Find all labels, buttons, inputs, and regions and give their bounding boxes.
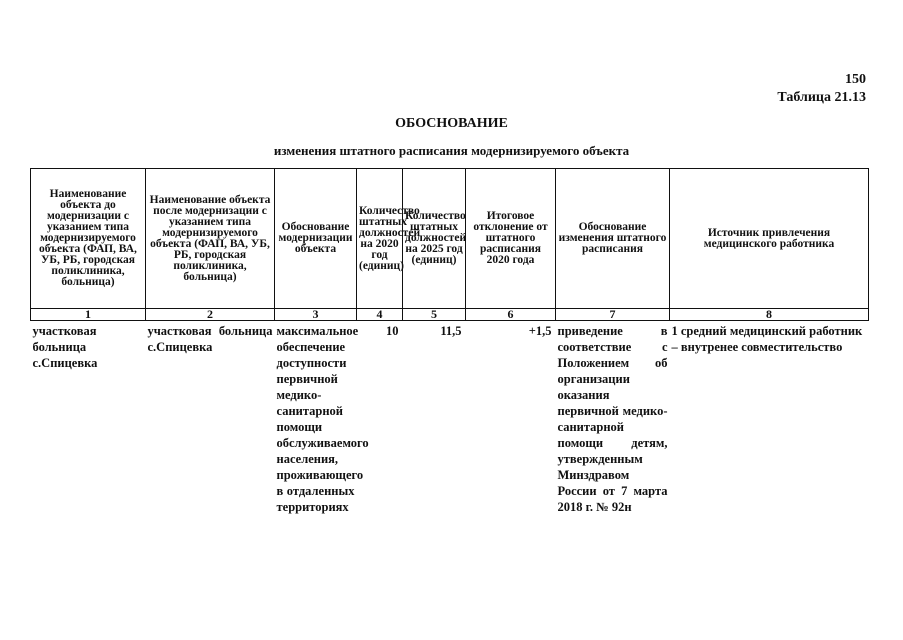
col-header-change-reason: Обоснование изменения штатного расписания bbox=[556, 169, 670, 309]
column-number: 6 bbox=[466, 309, 556, 321]
cell-count-2020: 10 bbox=[386, 324, 399, 338]
column-number-row bbox=[31, 309, 869, 321]
cell-change-reason: приведение в соответствие с Положением об организации оказания первичной медико-санитарной помощи детям, утвержденным Минздравом России от 7 марта 2018 г. № 92н bbox=[557, 324, 668, 514]
column-number: 3 bbox=[275, 309, 357, 321]
col-header-source: Источник привлечения медицинского работника bbox=[670, 169, 869, 309]
table-row bbox=[31, 321, 869, 518]
cell-deviation: +1,5 bbox=[528, 324, 552, 338]
cell-count-2025: 11,5 bbox=[440, 324, 462, 338]
document-subtitle: изменения штатного расписания модернизируемого объекта bbox=[273, 143, 630, 158]
col-header-count-2025: Количество штатных должностей на 2025 год (единиц) bbox=[403, 169, 466, 309]
staffing-table bbox=[30, 168, 869, 517]
column-number: 8 bbox=[670, 309, 869, 321]
col-header-count-2020: Количество штатных должностей на 2020 год (единиц) bbox=[357, 169, 403, 309]
page-number: 150 bbox=[845, 72, 866, 87]
column-number: 7 bbox=[556, 309, 670, 321]
column-number: 4 bbox=[357, 309, 403, 321]
col-header-justification: Обоснование модернизации объекта bbox=[275, 169, 357, 309]
table-number: Таблица 21.13 bbox=[777, 90, 866, 105]
col-header-before: Наименование объекта до модернизации с указанием типа модернизируемого объекта (ФАП, ВА, УБ, РБ, городская поликлиника, больница) bbox=[31, 169, 146, 309]
column-number: 2 bbox=[146, 309, 275, 321]
cell-source: 1 средний медицинский работник – внутренее совместительство bbox=[671, 324, 863, 354]
cell-after: участковая больница с.Спицевка bbox=[147, 324, 273, 354]
header-row bbox=[31, 169, 869, 309]
cell-before: участковая больница с.Спицевка bbox=[32, 324, 98, 370]
col-header-after: Наименование объекта после модернизации с указанием типа модернизируемого объекта (ФАП, ВА, УБ, РБ, городская поликлиника, больница) bbox=[146, 169, 275, 309]
column-number: 1 bbox=[31, 309, 146, 321]
col-header-deviation: Итоговое отклонение от штатного расписания 2020 года bbox=[466, 169, 556, 309]
column-number: 5 bbox=[403, 309, 466, 321]
document-title: ОБОСНОВАНИЕ bbox=[395, 116, 508, 131]
cell-justification: максимальное обеспечение доступности первичной медико-санитарной помощи обслуживаемого населения, проживающего в отдаленных территориях bbox=[276, 324, 369, 514]
